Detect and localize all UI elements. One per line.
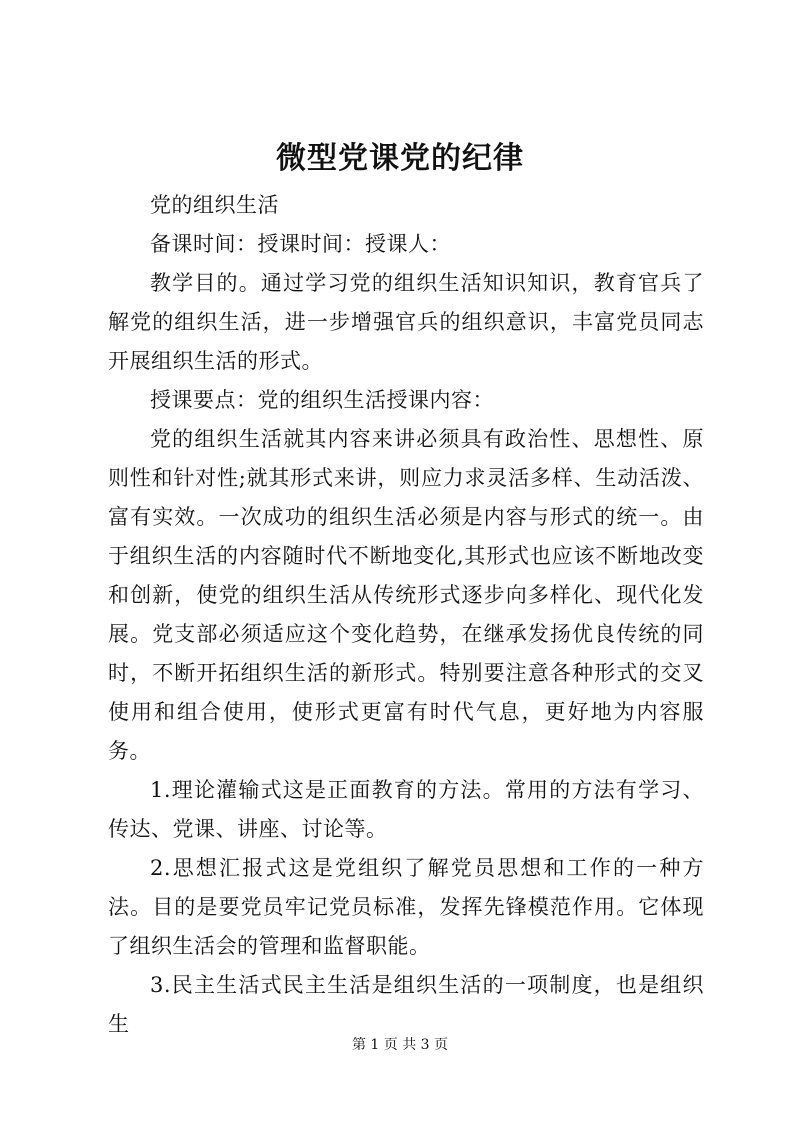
paragraph-key-points: 授课要点：党的组织生活授课内容： [150, 388, 494, 412]
document-title: 微型党课党的纪律 [276, 141, 524, 176]
paragraph-section-heading: 党的组织生活 [150, 193, 279, 217]
paragraph-item-2: 2.思想汇报式这是党组织了解党员思想和工作的一种方法。目的是要党员牢记党员标准，发挥先锋模范作用。它体现了组织生活会的管理和监督职能。 [108, 856, 704, 958]
document-body [108, 186, 704, 1044]
paragraph-item-1: 1.理论灌输式这是正面教育的方法。常用的方法有学习、传达、党课、讲座、讨论等。 [108, 778, 704, 841]
paragraph-content-form: 党的组织生活就其内容来讲必须具有政治性、思想性、原则性和针对性;就其形式来讲，则应力求灵活多样、生动活泼、富有实效。一次成功的组织生活必须是内容与形式的统一。由于组织生活的内容随时代不断地变化,其形式也应该不断地改变和创新，使党的组织生活从传统形式逐步向多样化、现代化发展。党支部必须适应这个变化趋势，在继承发扬优良传统的同时，不断开拓组织生活的新形式。特别要注意各种形式的交叉使用和组合使用，使形式更富有时代气息，更好地为内容服务。 [108, 427, 704, 763]
paragraph-lesson-info: 备课时间：授课时间：授课人： [150, 232, 451, 256]
paragraph-teaching-goal: 教学目的。通过学习党的组织生活知识知识，教育官兵了解党的组织生活，进一步增强官兵的组织意识，丰富党员同志开展组织生活的形式。 [108, 271, 704, 373]
page-number-footer: 第 1 页 共 3 页 [351, 1037, 449, 1053]
paragraph-item-3: 3.民主生活式民主生活是组织生活的一项制度，也是组织生 [108, 973, 704, 1036]
